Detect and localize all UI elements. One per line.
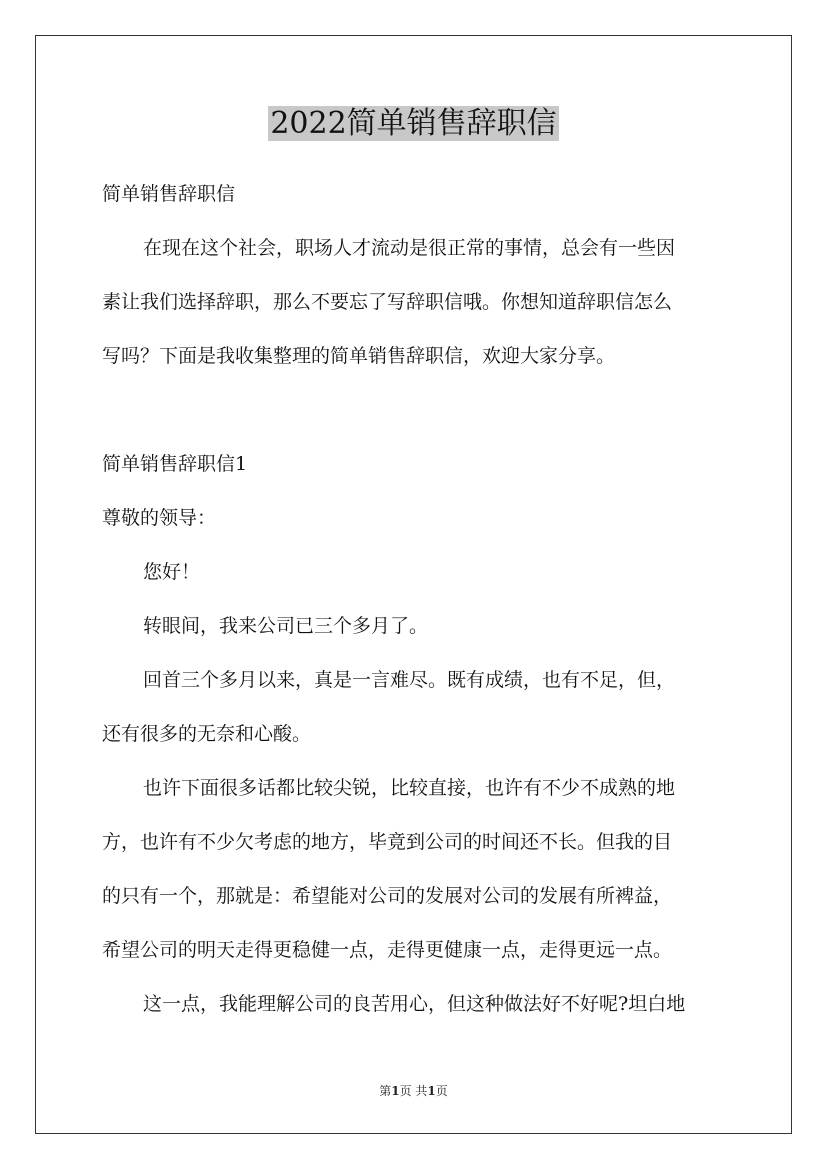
page-footer <box>0 1083 827 1099</box>
body-line-4: 还有很多的无奈和心酸。 <box>102 723 312 745</box>
footer-suffix: 页 <box>435 1084 448 1098</box>
body-line-1: 您好！ <box>143 561 201 583</box>
body-line-8: 希望公司的明天走得更稳健一点，走得更健康一点，走得更远一点。 <box>102 939 673 961</box>
footer-mid: 页 共 <box>399 1084 428 1098</box>
document-title <box>0 104 827 144</box>
intro-line-1: 在现在这个社会，职场人才流动是很正常的事情，总会有一些因 <box>143 237 676 259</box>
document-subtitle: 简单销售辞职信 <box>102 183 236 205</box>
footer-prefix: 第 <box>379 1084 392 1098</box>
body-line-3: 回首三个多月以来，真是一言难尽。既有成绩，也有不足，但， <box>143 669 676 691</box>
intro-line-3: 写吗？下面是我收集整理的简单销售辞职信，欢迎大家分享。 <box>102 345 616 367</box>
salutation: 尊敬的领导： <box>102 507 217 529</box>
body-line-7: 的只有一个，那就是：希望能对公司的发展对公司的发展有所裨益， <box>102 885 673 907</box>
section-heading: 简单销售辞职信1 <box>102 453 248 475</box>
intro-line-2: 素让我们选择辞职，那么不要忘了写辞职信哦。你想知道辞职信怎么 <box>102 291 673 313</box>
footer-page-total: 1 <box>427 1084 436 1098</box>
footer-page-current: 1 <box>391 1084 400 1098</box>
body-line-6: 方，也许有不少欠考虑的地方，毕竟到公司的时间还不长。但我的目 <box>102 831 673 853</box>
document-title-text: 2022简单销售辞职信 <box>270 106 557 141</box>
body-line-2: 转眼间，我来公司已三个多月了。 <box>143 615 429 637</box>
body-line-9: 这一点，我能理解公司的良苦用心，但这种做法好不好呢?坦白地 <box>143 993 686 1015</box>
body-line-5: 也许下面很多话都比较尖锐，比较直接，也许有不少不成熟的地 <box>143 777 676 799</box>
